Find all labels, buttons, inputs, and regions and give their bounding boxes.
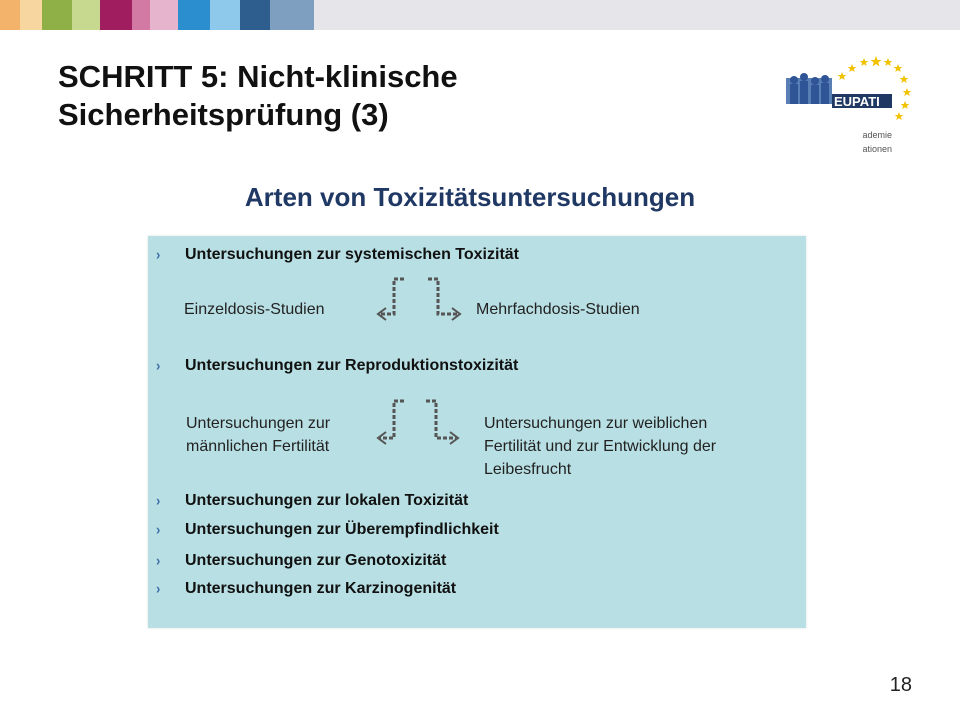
header-color-segment: [42, 0, 72, 30]
chevron-right-icon: ›: [156, 521, 161, 538]
bullet-label: Untersuchungen zur lokalen Toxizität: [185, 492, 469, 509]
header-color-segment: [132, 0, 150, 30]
bullet-label: Untersuchungen zur Karzinogenität: [185, 580, 457, 597]
section-heading: Arten von Toxizitätsuntersuchungen: [244, 182, 696, 212]
eupati-logo-graphic: [780, 50, 930, 130]
bullet-carcinogenicity: [156, 580, 456, 598]
chevron-right-icon: ›: [156, 357, 161, 374]
female-fertility-line-3: Leibesfrucht: [484, 461, 572, 478]
multiple-dose-label: Mehrfachdosis-Studien: [476, 301, 640, 318]
slide-title-line-1: SCHRITT 5: Nicht-klinische: [58, 59, 458, 94]
bullet-hypersensitivity: [156, 521, 499, 539]
single-dose-label: Einzeldosis-Studien: [184, 301, 325, 318]
chevron-right-icon: ›: [156, 552, 161, 569]
chevron-right-icon: ›: [156, 246, 161, 263]
eupati-logo: [780, 50, 930, 160]
female-fertility-label: [484, 412, 716, 481]
header-color-segment: [100, 0, 132, 30]
chevron-right-icon: ›: [156, 492, 161, 509]
header-color-segment: [240, 0, 270, 30]
male-fertility-line-1: Untersuchungen zur: [186, 415, 331, 432]
bullet-local: [156, 492, 468, 510]
fertility-arrows-graphic: [366, 396, 476, 448]
header-color-bar: [0, 0, 960, 30]
bullet-label: Untersuchungen zur Überempfindlichkeit: [185, 521, 499, 538]
bullet-reproduction: [156, 357, 518, 375]
header-color-segment: [20, 0, 42, 30]
female-fertility-line-1: Untersuchungen zur weiblichen: [484, 415, 708, 432]
header-color-segment: [270, 0, 314, 30]
header-color-segment: [210, 0, 240, 30]
bullet-label: Untersuchungen zur Reproduktionstoxizität: [185, 357, 519, 374]
bullet-label: Untersuchungen zur Genotoxizität: [185, 552, 447, 569]
chevron-right-icon: ›: [156, 580, 161, 597]
header-color-segment: [178, 0, 210, 30]
header-bar-fill: [314, 0, 960, 30]
bullet-label: Untersuchungen zur systemischen Toxizität: [185, 246, 519, 263]
logo-caption-line-1: ademie: [862, 130, 892, 140]
bullet-genotoxicity: [156, 552, 446, 570]
dose-arrows-graphic: [368, 274, 478, 326]
male-fertility-label: [186, 412, 330, 458]
header-color-segment: [0, 0, 20, 30]
header-color-segment: [72, 0, 100, 30]
header-color-segment: [150, 0, 178, 30]
slide-title: [58, 58, 698, 134]
female-fertility-line-2: Fertilität und zur Entwicklung der: [484, 438, 717, 455]
toxicity-panel: [148, 236, 806, 628]
male-fertility-line-2: männlichen Fertilität: [186, 438, 330, 455]
logo-wordmark: EUPATI: [834, 94, 880, 109]
logo-caption-line-2: ationen: [862, 144, 892, 154]
slide-title-line-2: Sicherheitsprüfung (3): [58, 97, 389, 132]
bullet-systemic: [156, 246, 519, 264]
page-number: 18: [889, 674, 912, 696]
